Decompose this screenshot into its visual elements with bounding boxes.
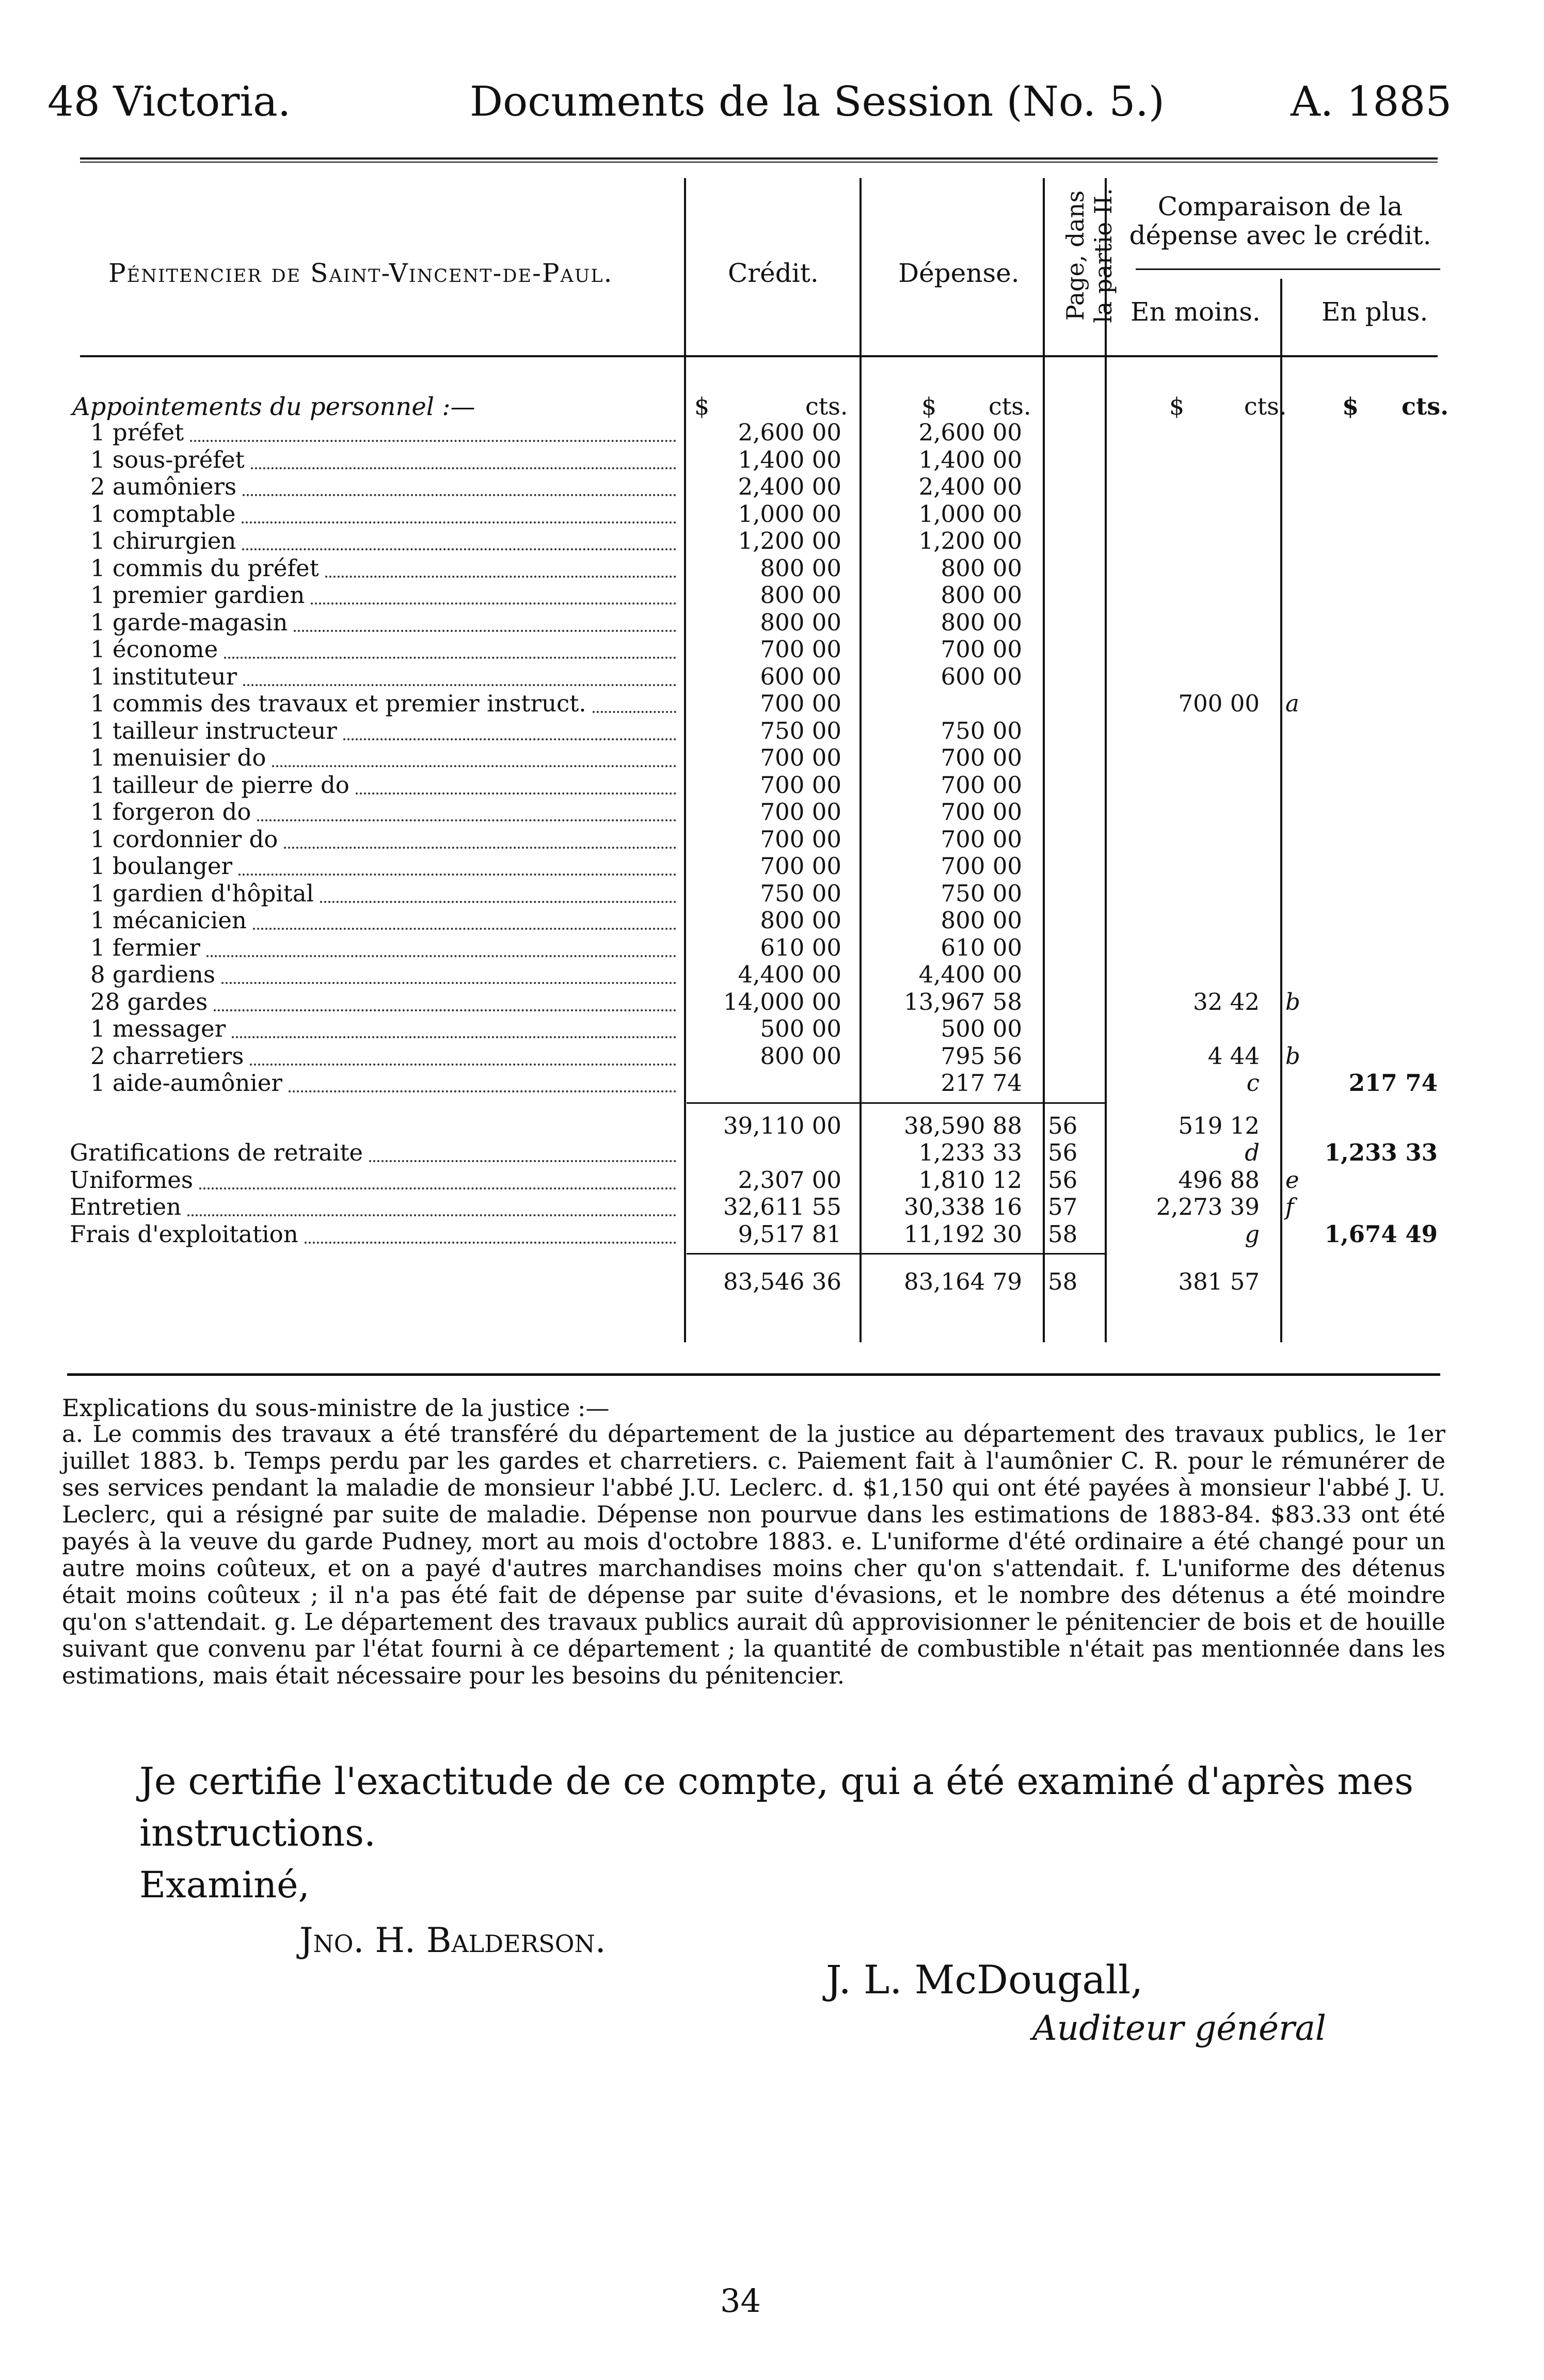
- section-title: Appointements du personnel :—: [72, 392, 475, 421]
- cell-note: a: [1285, 690, 1299, 717]
- table-row: [0, 744, 1544, 771]
- dot-leader: [369, 1160, 676, 1162]
- table-row: [0, 799, 1544, 826]
- cell-moins: c: [1246, 1069, 1260, 1097]
- dot-leader: [284, 847, 676, 849]
- cell-depense: 800 00: [941, 907, 1022, 934]
- cell-desc: Gratifications de retraite: [70, 1139, 363, 1166]
- page-header-text: Page, dans la partie II.: [1061, 188, 1117, 323]
- cell-credit: 610 00: [760, 933, 841, 961]
- cell-depense: 600 00: [941, 662, 1022, 690]
- cell-desc: 2 aumôniers: [90, 473, 237, 500]
- explanations-title: Explications du sous-ministre de la justice :—: [62, 1394, 610, 1422]
- cell-desc: 1 économe: [90, 636, 218, 663]
- dot-leader: [242, 521, 676, 523]
- cell-credit: 2,307 00: [738, 1166, 841, 1194]
- table-row: [0, 690, 1544, 717]
- table-row: [0, 609, 1544, 636]
- cell-moins: 4 44: [1207, 1042, 1260, 1070]
- table-row: [0, 663, 1544, 690]
- cell-credit: 700 00: [760, 744, 841, 771]
- cell-depense: 1,000 00: [918, 500, 1022, 528]
- cell-desc: Uniformes: [70, 1166, 193, 1194]
- comparison-header: Comparaison de la dépense avec le crédit.: [1129, 192, 1431, 250]
- dot-leader: [206, 955, 676, 957]
- cell-credit: 83,546 36: [723, 1268, 841, 1295]
- table-row: [0, 1043, 1544, 1070]
- table-row: [0, 636, 1544, 663]
- cell-desc: 1 aide-aumônier: [90, 1070, 282, 1097]
- cell-desc: 1 tailleur de pierre do: [90, 771, 349, 799]
- credit-cts: cts.: [805, 392, 848, 420]
- cell-depense: 700 00: [941, 798, 1022, 826]
- table-row: [0, 880, 1544, 907]
- cell-depense: 2,400 00: [918, 473, 1022, 500]
- total-row: [0, 1268, 1544, 1295]
- cell-depense: 1,233 33: [918, 1139, 1022, 1166]
- table-row: [0, 1070, 1544, 1097]
- cell-credit: 800 00: [760, 608, 841, 636]
- cell-desc: 1 préfet: [90, 419, 184, 446]
- table-row: [0, 1016, 1544, 1042]
- cell-depense: 800 00: [941, 608, 1022, 636]
- credit-header: Crédit.: [728, 258, 819, 288]
- cell-note: e: [1285, 1166, 1299, 1194]
- table-row: [0, 718, 1544, 744]
- table-row: [0, 555, 1544, 582]
- cell-depense: 610 00: [941, 933, 1022, 961]
- cell-depense: 4,400 00: [918, 961, 1022, 988]
- certification-text: Je certifie l'exactitude de ce compte, qui a été examiné d'après mes instructions.: [139, 1759, 1414, 1854]
- cell-credit: 4,400 00: [738, 961, 841, 988]
- cell-moins: 2,273 39: [1156, 1193, 1260, 1220]
- dot-leader: [325, 576, 676, 578]
- cell-credit: 700 00: [760, 825, 841, 853]
- cell-depense: 11,192 30: [903, 1220, 1022, 1248]
- dot-leader: [232, 1036, 676, 1038]
- cell-desc: 28 gardes: [90, 988, 208, 1016]
- cell-desc: Entretien: [70, 1194, 182, 1220]
- cell-credit: 800 00: [760, 1042, 841, 1070]
- cell-depense: 750 00: [941, 879, 1022, 907]
- cell-desc: 1 instituteur: [90, 663, 237, 690]
- cell-depense: 500 00: [941, 1015, 1022, 1042]
- plus-dollar: $: [1342, 392, 1359, 420]
- cell-depense: 700 00: [941, 636, 1022, 663]
- cell-note: b: [1285, 988, 1300, 1016]
- cell-credit: 700 00: [760, 852, 841, 880]
- dot-leader: [242, 548, 676, 550]
- dot-leader: [311, 602, 676, 605]
- cell-credit: 9,517 81: [738, 1220, 841, 1248]
- cell-credit: 800 00: [760, 907, 841, 934]
- cell-desc: 1 fermier: [90, 934, 200, 961]
- examiner-signature: Jno. H. Balderson.: [299, 1921, 606, 1960]
- cell-moins: 381 57: [1178, 1268, 1260, 1295]
- cell-page: 56: [1048, 1112, 1078, 1139]
- cell-credit: 800 00: [760, 581, 841, 609]
- plus-header: En plus.: [1322, 297, 1428, 327]
- dot-leader: [356, 792, 676, 795]
- auditor-title: Auditeur général: [1032, 2008, 1327, 2048]
- dot-leader: [187, 1214, 676, 1216]
- cell-credit: 500 00: [760, 1015, 841, 1042]
- table-row: [0, 501, 1544, 528]
- cell-desc: 1 messager: [90, 1016, 226, 1042]
- cell-depense: 2,600 00: [918, 419, 1022, 446]
- table-row: [0, 1221, 1544, 1248]
- cell-desc: 1 cordonnier do: [90, 826, 278, 853]
- depense-header: Dépense.: [898, 258, 1020, 288]
- dot-leader: [253, 928, 676, 930]
- cell-moins: d: [1245, 1139, 1260, 1166]
- cell-desc: 1 commis des travaux et premier instruct.: [90, 690, 586, 717]
- cell-moins: g: [1245, 1220, 1260, 1248]
- dot-leader: [251, 467, 676, 469]
- cell-credit: 700 00: [760, 636, 841, 663]
- subtotal-rule: [687, 1102, 1105, 1104]
- header-right: A. 1885: [1291, 77, 1452, 125]
- cell-depense: 13,967 58: [903, 988, 1022, 1016]
- dot-leader: [320, 901, 676, 903]
- cell-desc: 1 sous-préfet: [90, 446, 245, 473]
- cell-desc: 1 chirurgien: [90, 528, 236, 554]
- explanations-text: a. Le commis des travaux a été transféré du département de la justice au département des travaux publics, le 1er juillet 1883. b. Temps perdu par les gardes et charretiers. c. Paiement fait à l'aumônier C. R. pour le rémunérer de ses services pendant la maladie de monsieur l'abbé J.U. Leclerc. d. $1,150 qui ont été payées à monsieur l'abbé J. U. Leclerc, qui a résigné par suite de maladie. Dépense non pourvue dans les estimations de 1883-84. $83.33 ont été payés à la veuve du garde Pudney, mort au mois d'octobre 1883. e. L'uniforme d'été ordinaire a été changé pour un autre moins coûteux, et on a payé d'autres marchandises moins cher qu'on s'attendait. f. L'uniforme des détenus était moins coûteux ; il n'a pas été fait de dépense par suite d'évasions, et le nombre des détenus a été moindre qu'on s'attendait. g. Le département des travaux publics aurait dû approvisionner le pénitencier de bois et de houille suivant que convenu par l'état fourni à ce département ; la quantité de combustible n'était pas mentionnée dans les estimations, mais était nécessaire pour les besoins du pénitencier.: [62, 1420, 1445, 1689]
- table-bottom-rule: [67, 1373, 1440, 1376]
- cell-depense: 30,338 16: [903, 1193, 1022, 1220]
- cell-desc: 1 mécanicien: [90, 907, 247, 934]
- cell-credit: 1,000 00: [738, 500, 841, 528]
- cell-page: 58: [1048, 1220, 1078, 1248]
- cell-desc: 1 comptable: [90, 500, 236, 528]
- institution-title: Pénitencier de Saint-Vincent-de-Paul.: [108, 258, 613, 288]
- cell-credit: 32,611 55: [723, 1193, 841, 1220]
- dot-leader: [190, 440, 676, 442]
- top-rule: [80, 157, 1438, 160]
- cell-credit: 2,600 00: [738, 419, 841, 446]
- cell-depense: 217 74: [941, 1069, 1022, 1097]
- dot-leader: [272, 765, 676, 767]
- table-row: [0, 853, 1544, 880]
- comparison-split-rule: [1136, 268, 1440, 270]
- dot-leader: [289, 1090, 676, 1092]
- table-row: [0, 419, 1544, 446]
- moins-dollar: $: [1169, 392, 1185, 420]
- cell-page: 58: [1048, 1268, 1078, 1295]
- header-left: 48 Victoria.: [47, 77, 291, 125]
- cell-note: b: [1285, 1042, 1300, 1070]
- credit-dollar: $: [694, 392, 710, 420]
- table-row: [0, 1194, 1544, 1220]
- cell-credit: 2,400 00: [738, 473, 841, 500]
- dot-leader: [243, 684, 676, 686]
- cell-page: 57: [1048, 1193, 1078, 1220]
- cell-depense: 700 00: [941, 852, 1022, 880]
- cell-depense: 38,590 88: [903, 1112, 1022, 1139]
- cell-desc: 1 premier gardien: [90, 582, 305, 609]
- dot-leader: [199, 1187, 676, 1189]
- dot-leader: [221, 982, 676, 984]
- cell-credit: 14,000 00: [723, 988, 841, 1016]
- cell-desc: 1 gardien d'hôpital: [90, 880, 314, 907]
- dot-leader: [257, 819, 676, 821]
- moins-header: En moins.: [1131, 297, 1261, 327]
- cell-plus: 1,233 33: [1324, 1139, 1438, 1166]
- cell-desc: 1 commis du préfet: [90, 554, 319, 582]
- cell-depense: 83,164 79: [903, 1268, 1022, 1295]
- dot-leader: [238, 874, 676, 876]
- table-row: [0, 826, 1544, 853]
- cell-moins: 700 00: [1178, 690, 1260, 717]
- cell-credit: 800 00: [760, 554, 841, 582]
- table-row: [0, 907, 1544, 934]
- table-row: [0, 582, 1544, 609]
- cell-desc: 1 forgeron do: [90, 799, 251, 826]
- cell-credit: 750 00: [760, 879, 841, 907]
- cell-moins: 496 88: [1178, 1166, 1260, 1194]
- dot-leader: [224, 657, 676, 659]
- cell-credit: 700 00: [760, 798, 841, 826]
- table-row: [0, 528, 1544, 554]
- cell-note: f: [1285, 1193, 1294, 1220]
- cell-desc: Frais d'exploitation: [70, 1220, 298, 1248]
- dot-leader: [593, 711, 676, 713]
- cell-desc: 1 menuisier do: [90, 744, 266, 771]
- cell-credit: 600 00: [760, 662, 841, 690]
- depense-cts: cts.: [989, 392, 1031, 420]
- table-row: [0, 934, 1544, 961]
- plus-cts: cts.: [1402, 392, 1449, 420]
- table-row: [0, 473, 1544, 500]
- moins-cts: cts.: [1244, 392, 1287, 420]
- dot-leader: [243, 494, 676, 496]
- cell-desc: 1 boulanger: [90, 853, 232, 880]
- dot-leader: [343, 738, 676, 740]
- cell-depense: 750 00: [941, 717, 1022, 744]
- cell-credit: 700 00: [760, 690, 841, 717]
- dot-leader: [250, 1064, 676, 1066]
- dot-leader: [294, 630, 676, 632]
- table-row: [0, 1139, 1544, 1166]
- cell-depense: 700 00: [941, 744, 1022, 771]
- cell-credit: 750 00: [760, 717, 841, 744]
- table-row: [0, 989, 1544, 1016]
- cell-plus: 217 74: [1348, 1069, 1438, 1097]
- cell-desc: 1 garde-magasin: [90, 609, 288, 636]
- auditor-name: J. L. McDougall,: [826, 1957, 1143, 2003]
- header-center: Documents de la Session (No. 5.): [470, 77, 1165, 125]
- cell-moins: 32 42: [1193, 988, 1260, 1016]
- cell-credit: 1,200 00: [738, 527, 841, 554]
- table-row: [0, 1167, 1544, 1194]
- cell-credit: 39,110 00: [723, 1112, 841, 1139]
- cell-depense: 1,200 00: [918, 527, 1022, 554]
- cell-plus: 1,674 49: [1324, 1220, 1438, 1248]
- table-row: [0, 961, 1544, 988]
- page-number: 34: [720, 2282, 761, 2320]
- cell-depense: 1,810 12: [918, 1166, 1022, 1194]
- dot-leader: [214, 1009, 676, 1011]
- cell-desc: 1 tailleur instructeur: [90, 717, 337, 744]
- cell-desc: 2 charretiers: [90, 1042, 244, 1070]
- header-bottom-rule: [80, 355, 1438, 357]
- cell-page: 56: [1048, 1166, 1078, 1194]
- depense-dollar: $: [921, 392, 937, 420]
- dot-leader: [305, 1242, 676, 1244]
- cell-desc: 8 gardiens: [90, 961, 215, 988]
- cell-credit: 1,400 00: [738, 446, 841, 473]
- table-row: [0, 447, 1544, 473]
- subtotal-row: [0, 1113, 1544, 1139]
- cell-depense: 800 00: [941, 581, 1022, 609]
- cell-page: 56: [1048, 1139, 1078, 1166]
- cell-depense: 800 00: [941, 554, 1022, 582]
- cell-credit: 700 00: [760, 771, 841, 799]
- table-row: [0, 772, 1544, 799]
- total-rule: [687, 1253, 1105, 1255]
- cell-depense: 700 00: [941, 771, 1022, 799]
- examine-label: Examiné,: [139, 1864, 310, 1906]
- cell-depense: 1,400 00: [918, 446, 1022, 473]
- top-rule-thin: [80, 162, 1438, 163]
- cell-depense: 700 00: [941, 825, 1022, 853]
- cell-depense: 795 56: [941, 1042, 1022, 1070]
- cell-moins: 519 12: [1178, 1112, 1260, 1139]
